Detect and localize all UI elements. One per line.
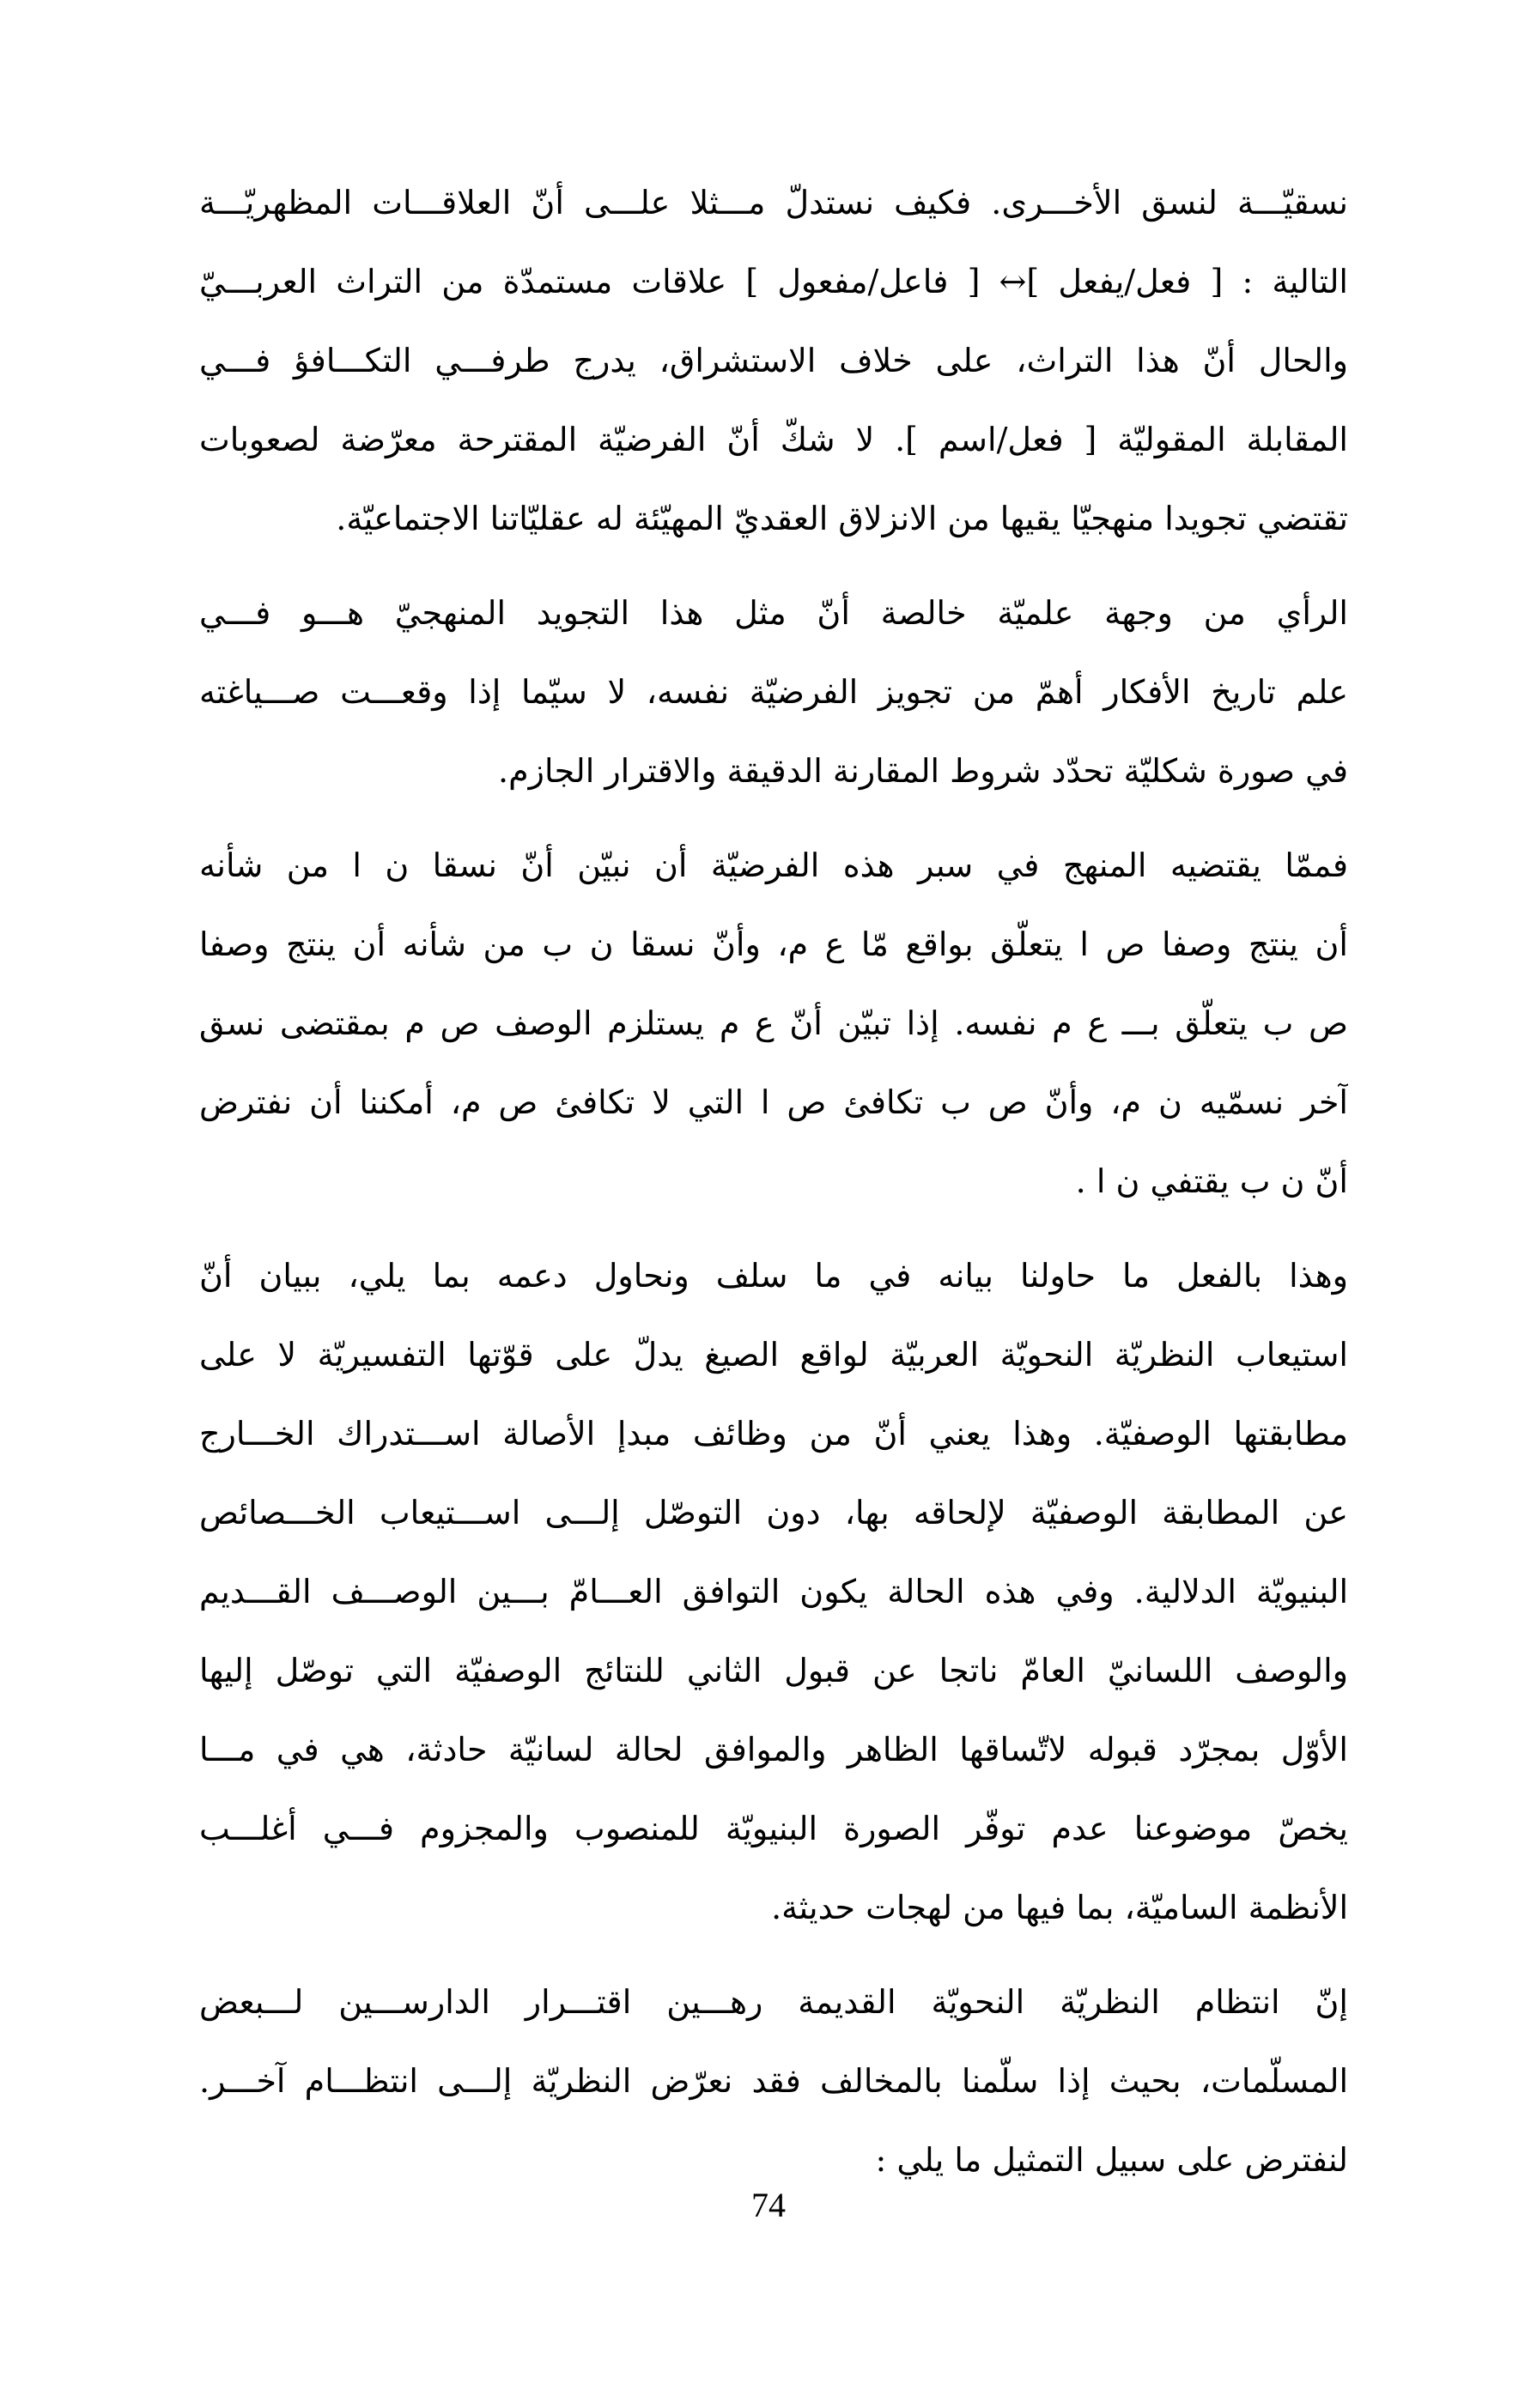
text-line: إنّ انتظام النظريّة النحويّة القديمة رهـــين اقتـــرار الدارســـين لـــبعض (199, 1983, 1348, 2021)
page-number: 74 (751, 2186, 786, 2224)
text-line: الأنظمة الساميّة، بما فيها من لهجات حديثة. (771, 1889, 1348, 1926)
text-line: الرأي من وجهة علميّة خالصة أنّ مثل هذا التجويد المنهجيّ هـــو فـــي (199, 594, 1348, 632)
text-line: البنيويّة الدلالية. وفي هذه الحالة يكون التوافق العـــامّ بـــين الوصـــف القـــديم (199, 1573, 1348, 1610)
text-line: المقابلة المقوليّة [ فعل/اسم ]. لا شكّ أنّ الفرضيّة المقترحة معرّضة لصعوبات (199, 421, 1348, 458)
paragraph-2 (199, 573, 1348, 810)
text-line: المسلّمات، بحيث إذا سلّمنا بالمخالف فقد نعرّض النظريّة إلـــى انتظـــام آخـــر. (199, 2062, 1348, 2100)
text-line: استيعاب النظريّة النحويّة العربيّة لواقع الصيغ يدلّ على قوّتها التفسيريّة لا على (199, 1336, 1348, 1374)
paragraph-4 (199, 1236, 1348, 1947)
text-line: مطابقتها الوصفيّة. وهذا يعني أنّ من وظائف مبدإ الأصالة اســـتدراك الخـــارج (199, 1415, 1348, 1453)
text-line: لنفترض على سبيل التمثيل ما يلي : (875, 2141, 1348, 2179)
text-line: عن المطابقة الوصفيّة لإلحاقه بها، دون التوصّل إلـــى اســـتيعاب الخـــصائص (199, 1494, 1348, 1532)
body-text (199, 163, 1348, 2199)
text-line: التالية : [ فعل/يفعل ]↔ [ فاعل/مفعول ] علاقات مستمدّة من التراث العربـــيّ (199, 263, 1348, 300)
text-line: نسقيّـــة لنسق الأخـــرى. فكيف نستدلّ مـــثلا علـــى أنّ العلاقـــات المظهريّـــة (199, 184, 1348, 221)
text-line: ص ب يتعلّق بـــ ع م نفسه. إذا تبيّن أنّ ع م يستلزم الوصف ص م بمقتضى نسق (199, 1004, 1348, 1042)
text-line: الأوّل بمجرّد قبوله لاتّساقها الظاهر والموافق لحالة لسانيّة حادثة، هي في مـــا (199, 1731, 1348, 1768)
paragraph-3 (199, 826, 1348, 1221)
text-line: يخصّ موضوعنا عدم توفّر الصورة البنيويّة للمنصوب والمجزوم فـــي أغلـــب (199, 1810, 1348, 1847)
text-line: فممّا يقتضيه المنهج في سبر هذه الفرضيّة أن نبيّن أنّ نسقا ن ا من شأنه (199, 846, 1348, 884)
text-line: تقتضي تجويدا منهجيّا يقيها من الانزلاق العقديّ المهيّئة له عقليّاتنا الاجتماعيّة. (336, 500, 1348, 537)
text-line: أنّ ن ب يقتفي ن ا . (1075, 1162, 1348, 1200)
text-line: في صورة شكليّة تحدّد شروط المقارنة الدقيقة والاقترار الجازم. (498, 752, 1348, 790)
text-line: والوصف اللسانيّ العامّ ناتجا عن قبول الثاني للنتائج الوصفيّة التي توصّل إليها (199, 1652, 1348, 1689)
text-line: علم تاريخ الأفكار أهمّ من تجويز الفرضيّة نفسه، لا سيّما إذا وقعـــت صـــياغته (199, 673, 1348, 711)
text-line: أن ينتج وصفا ص ا يتعلّق بواقع مّا ع م، وأنّ نسقا ن ب من شأنه أن ينتج وصفا (199, 925, 1348, 963)
paragraph-5 (199, 1962, 1348, 2199)
text-line: وهذا بالفعل ما حاولنا بيانه في ما سلف ونحاول دعمه بما يلي، ببيان أنّ (199, 1257, 1348, 1295)
paragraph-1 (199, 163, 1348, 558)
text-line: آخر نسمّيه ن م، وأنّ ص ب تكافئ ص ا التي لا تكافئ ص م، أمكننا أن نفترض (199, 1083, 1348, 1121)
text-line: والحال أنّ هذا التراث، على خلاف الاستشراق، يدرج طرفـــي التكـــافؤ فـــي (199, 342, 1348, 379)
